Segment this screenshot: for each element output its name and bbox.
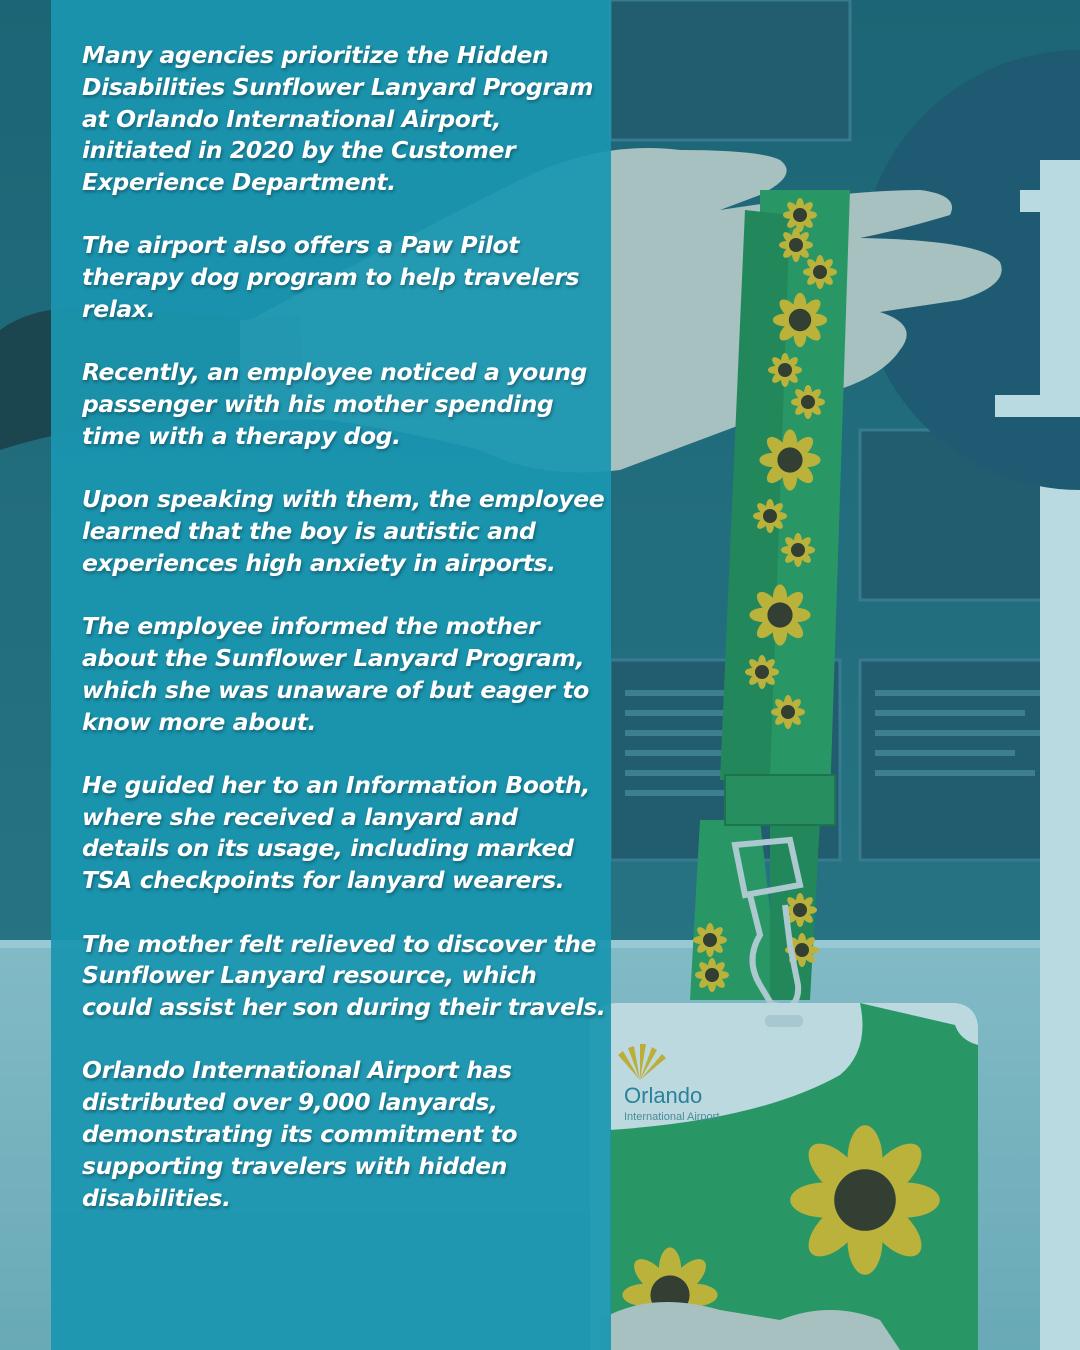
paragraph-paw-pilot: The airport also offers a Paw Pilot therapy dog program to help travelers relax. <box>82 231 580 324</box>
paragraph-relieved: The mother felt relieved to discover the Sunflower Lanyard resource, which could assist her son during their travels. <box>82 929 606 1022</box>
paragraph-learned: Upon speaking with them, the employee learned that the boy is autistic and experiences high anxiety in airports. <box>82 485 605 577</box>
paragraph-informed: The employee informed the mother about the Sunflower Lanyard Program, which she was unaware of but eager to know more about. <box>82 612 589 736</box>
story-text <box>82 40 607 1246</box>
paragraph-info-booth: He guided her to an Information Booth, where she received a lanyard and details on its usage, including marked TSA checkpoints for lanyard wearers. <box>82 770 590 895</box>
paragraph-intro: Many agencies prioritize the Hidden Disabilities Sunflower Lanyard Program at Orlando International Airport, initiated in 2020 by the Customer Experience Department. <box>82 41 594 197</box>
badge-logo-sub: International Airport <box>624 1111 720 1123</box>
badge-logo-word: Orlando <box>624 1083 703 1108</box>
paragraph-distributed: Orlando International Airport has distributed over 9,000 lanyards, demonstrating its commitment to supporting travelers with hidden disabilities. <box>82 1056 518 1212</box>
paragraph-employee-noticed: Recently, an employee noticed a young passenger with his mother spending time with a therapy dog. <box>82 358 587 450</box>
